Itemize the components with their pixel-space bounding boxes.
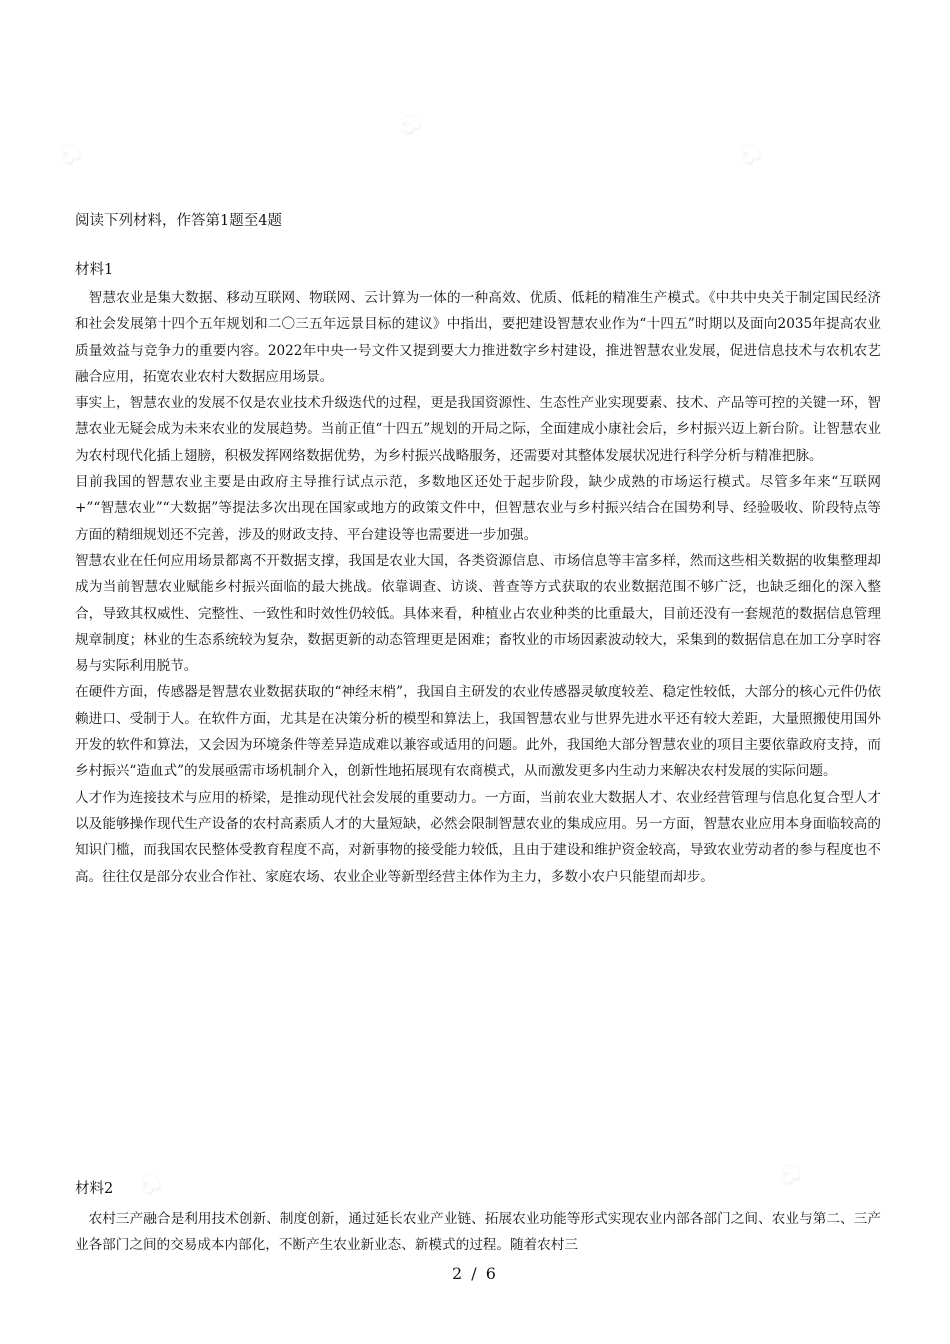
material1-paragraph: 智慧农业是集大数据、移动互联网、物联网、云计算为一体的一种高效、优质、低耗的精准生产模式。《中共中央关于制定国民经济和社会发展第十四个五年规划和二〇三五年远景目标的建议》中指出，要把建设智慧农业作为“十四五”时期以及面向2035年提高农业质量效益与竞争力的重要内容。2022年中央一号文件又提到要大力推进数字乡村建设，推进智慧农业发展，促进信息技术与农机农艺融合应用，拓宽农业农村大数据应用场景。 (75, 290, 881, 385)
watermark-icon: ඬ (54, 136, 90, 174)
material2-body (75, 1206, 881, 1259)
material2-label: 材料2 (75, 1181, 114, 1197)
page-number: 2 / 6 (452, 1264, 498, 1283)
material1-paragraph: 在硬件方面，传感器是智慧农业数据获取的“神经末梢”，我国自主研发的农业传感器灵敏度较差、稳定性较低，大部分的核心元件仍依赖进口、受制于人。在软件方面，尤其是在决策分析的模型和算法上，我国智慧农业与世界先进水平还有较大差距，大量照搬使用国外开发的软件和算法，又会因为环境条件等差异造成难以兼容或适用的问题。此外，我国绝大部分智慧农业的项目主要依靠政府支持，而乡村振兴“造血式”的发展亟需市场机制介入，创新性地拓展现有农商模式，从而激发更多内生动力来解决农村发展的实际问题。 (75, 684, 881, 780)
watermark-icon: ඬ (734, 136, 770, 174)
watermark-icon: ඬ (394, 106, 430, 144)
material1-paragraph: 事实上，智慧农业的发展不仅是农业技术升级迭代的过程，更是我国资源性、生态性产业实现要素、技术、产品等可控的关键一环，智慧农业无疑会成为未来农业的发展趋势。当前正值“十四五”规划的开局之际，全面建成小康社会后，乡村振兴迈上新台阶。让智慧农业为农村现代化插上翅膀，积极发挥网络数据优势，为乡村振兴战略服务，还需要对其整体发展状况进行科学分析与精准把脉。 (75, 395, 881, 464)
material1-paragraph: 目前我国的智慧农业主要是由政府主导推行试点示范，多数地区还处于起步阶段，缺少成熟的市场运行模式。尽管多年来“互联网+”“智慧农业”“大数据”等提法多次出现在国家或地方的政策文件中，但智慧农业与乡村振兴结合在国势利导、经验吸收、阶段特点等方面的精细规划还不完善，涉及的财政支持、平台建设等也需要进一步加强。 (75, 474, 881, 543)
material1-paragraph: 人才作为连接技术与应用的桥梁，是推动现代社会发展的重要动力。一方面，当前农业大数据人才、农业经营管理与信息化复合型人才以及能够操作现代生产设备的农村高素质人才的大量短缺，必然会限制智慧农业的集成应用。另一方面，智慧农业应用本身面临较高的知识门槛，而我国农民整体受教育程度不高，对新事物的接受能力较低，且由于建设和维护资金较高，导致农业劳动者的参与程度也不高。往往仅是部分农业合作社、家庭农场、农业企业等新型经营主体作为主力，多数小农户只能望而却步。 (75, 789, 881, 885)
material2-paragraph: 农村三产融合是利用技术创新、制度创新，通过延长农业产业链、拓展农业功能等形式实现农业内部各部门之间、农业与第二、三产业各部门之间的交易成本内部化，不断产生农业新业态、新模式的过程。随着农村三 (75, 1211, 881, 1254)
watermark-icon: ඬ (134, 1166, 170, 1204)
watermark-icon: ඬ (774, 1156, 810, 1194)
reading-instruction: 阅读下列材料，作答第1题至4题 (75, 213, 282, 229)
material1-label: 材料1 (75, 262, 114, 278)
material1-paragraph: 智慧农业在任何应用场景都离不开数据支撑，我国是农业大国，各类资源信息、市场信息等丰富多样，然而这些相关数据的收集整理却成为当前智慧农业赋能乡村振兴面临的最大挑战。依靠调查、访谈、普查等方式获取的农业数据范围不够广泛，也缺乏细化的深入整合，导致其权威性、完整性、一致性和时效性仍较低。具体来看，种植业占农业种类的比重最大，目前还没有一套规范的数据信息管理规章制度；林业的生态系统较为复杂，数据更新的动态管理更是困难；畜牧业的市场因素波动较大，采集到的数据信息在加工分享时容易与实际利用脱节。 (75, 552, 881, 675)
material1-body (75, 285, 881, 890)
